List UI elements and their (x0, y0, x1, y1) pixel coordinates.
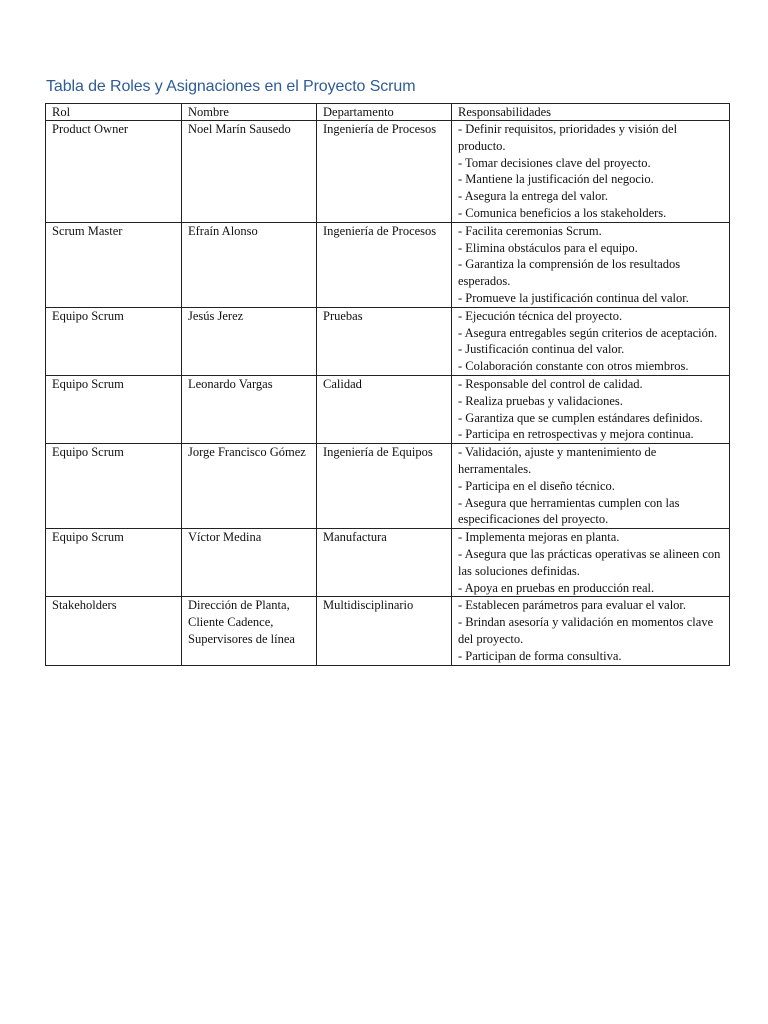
cell-rol: Product Owner (46, 121, 182, 223)
responsibility-item: - Elimina obstáculos para el equipo. (458, 240, 638, 255)
responsibility-item: - Asegura que herramientas cumplen con las especificaciones del proyecto. (458, 495, 680, 527)
cell-departamento: Ingeniería de Equipos (317, 444, 452, 529)
header-departamento: Departamento (317, 104, 452, 121)
cell-responsabilidades (452, 307, 730, 375)
header-nombre: Nombre (182, 104, 317, 121)
responsibility-item: - Implementa mejoras en planta. (458, 530, 620, 545)
responsibility-item: - Asegura entregables según criterios de aceptación. (458, 325, 718, 340)
cell-nombre: Víctor Medina (182, 529, 317, 597)
cell-rol: Equipo Scrum (46, 444, 182, 529)
table-header-row (46, 104, 730, 121)
responsibility-item: - Apoya en pruebas en producción real. (458, 580, 655, 595)
responsibility-item: - Establecen parámetros para evaluar el valor. (458, 598, 687, 613)
cell-departamento: Manufactura (317, 529, 452, 597)
cell-nombre: Leonardo Vargas (182, 375, 317, 443)
cell-nombre: Efraín Alonso (182, 222, 317, 307)
cell-responsabilidades (452, 121, 730, 223)
responsibility-item: - Realiza pruebas y validaciones. (458, 393, 623, 408)
responsibility-item: - Mantiene la justificación del negocio. (458, 172, 654, 187)
responsibility-item: - Promueve la justificación continua del valor. (458, 290, 689, 305)
table-row (46, 597, 730, 665)
responsibility-item: - Ejecución técnica del proyecto. (458, 308, 623, 323)
responsibility-item: - Brindan asesoría y validación en momentos clave del proyecto. (458, 615, 714, 646)
cell-rol: Stakeholders (46, 597, 182, 665)
cell-rol: Equipo Scrum (46, 375, 182, 443)
cell-departamento: Ingeniería de Procesos (317, 222, 452, 307)
cell-departamento: Calidad (317, 375, 452, 443)
responsibility-item: - Participa en el diseño técnico. (458, 478, 615, 493)
responsibility-item: - Definir requisitos, prioridades y visión del producto. (458, 122, 678, 153)
responsibility-item: - Garantiza la comprensión de los resultados esperados. (458, 257, 681, 289)
cell-departamento: Pruebas (317, 307, 452, 375)
cell-responsabilidades (452, 444, 730, 529)
cell-nombre: Dirección de Planta, Cliente Cadence, Supervisores de línea (182, 597, 317, 665)
responsibility-item: - Colaboración constante con otros miembros. (458, 359, 689, 374)
header-responsabilidades: Responsabilidades (452, 104, 730, 121)
cell-rol: Scrum Master (46, 222, 182, 307)
table-row (46, 121, 730, 223)
table-row (46, 529, 730, 597)
cell-nombre: Noel Marín Sausedo (182, 121, 317, 223)
table-row (46, 307, 730, 375)
table-row (46, 375, 730, 443)
responsibility-item: - Validación, ajuste y mantenimiento de herramentales. (458, 445, 657, 476)
responsibility-item: - Comunica beneficios a los stakeholders. (458, 205, 667, 220)
responsibility-item: - Participan de forma consultiva. (458, 648, 622, 663)
responsibility-item: - Participa en retrospectivas y mejora continua. (458, 427, 694, 442)
cell-rol: Equipo Scrum (46, 307, 182, 375)
table-row (46, 222, 730, 307)
responsibility-item: - Garantiza que se cumplen estándares definidos. (458, 410, 703, 425)
header-rol: Rol (46, 104, 182, 121)
cell-departamento: Ingeniería de Procesos (317, 121, 452, 223)
table-row (46, 444, 730, 529)
responsibility-item: - Responsable del control de calidad. (458, 376, 643, 391)
responsibility-item: - Asegura que las prácticas operativas se alineen con las soluciones definidas. (458, 546, 721, 578)
cell-departamento: Multidisciplinario (317, 597, 452, 665)
cell-nombre: Jorge Francisco Gómez (182, 444, 317, 529)
responsibility-item: - Asegura la entrega del valor. (458, 189, 608, 204)
responsibility-item: - Justificación continua del valor. (458, 342, 625, 357)
cell-responsabilidades (452, 375, 730, 443)
responsibility-item: - Facilita ceremonias Scrum. (458, 223, 602, 238)
cell-responsabilidades (452, 597, 730, 665)
cell-responsabilidades (452, 222, 730, 307)
table-body (46, 121, 730, 666)
responsibility-item: - Tomar decisiones clave del proyecto. (458, 155, 651, 170)
cell-responsabilidades (452, 529, 730, 597)
cell-rol: Equipo Scrum (46, 529, 182, 597)
document-title: Tabla de Roles y Asignaciones en el Proyecto Scrum (46, 78, 416, 95)
roles-table (45, 103, 730, 666)
cell-nombre: Jesús Jerez (182, 307, 317, 375)
